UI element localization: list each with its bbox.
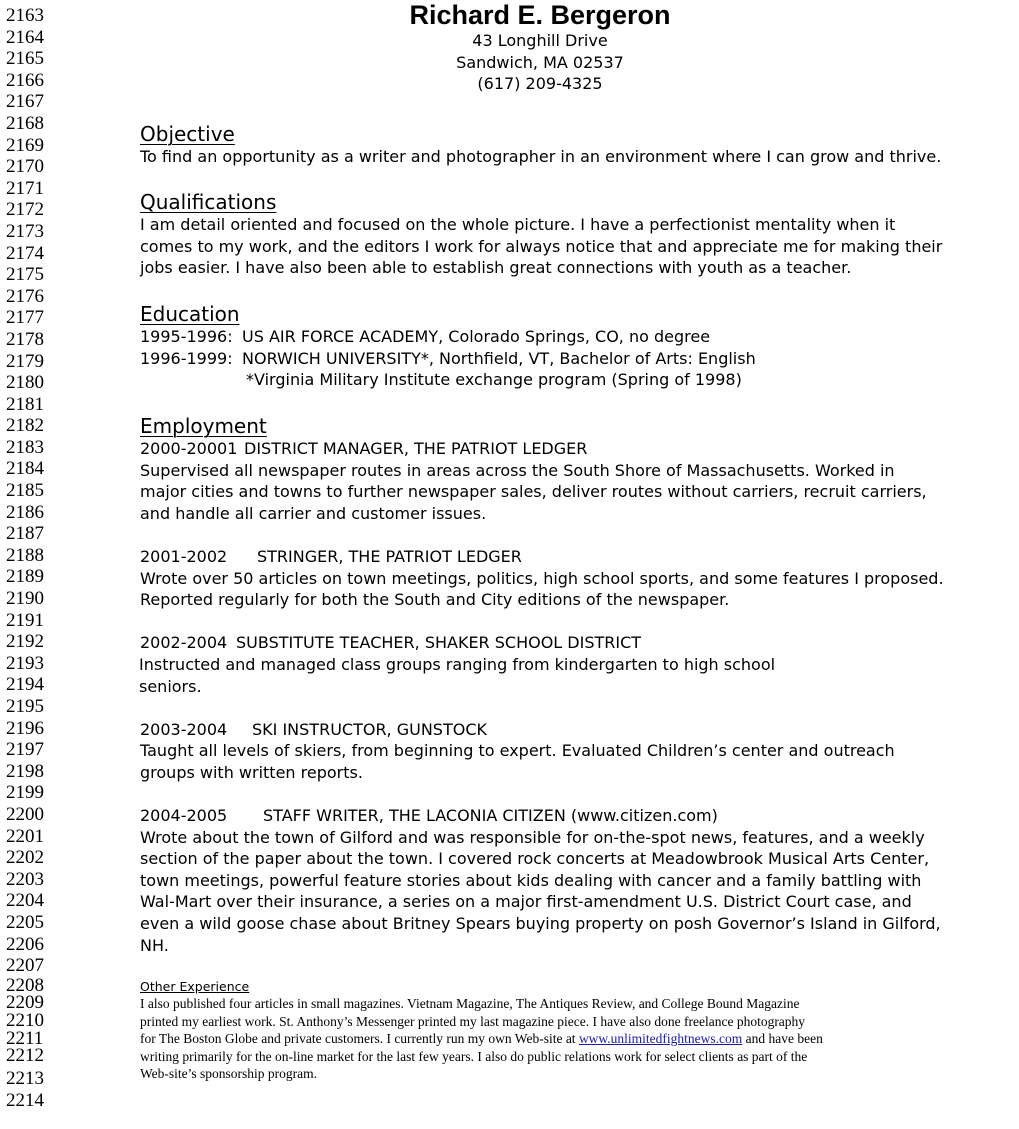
education-dates: 1996-1999: [140,348,233,368]
line-number: 2167 [6,91,44,113]
other-experience-line: I also published four articles in small magazines. Vietnam Magazine, The Antiques Review, and College Bound Magazine [140,996,800,1012]
line-number: 2165 [6,48,44,70]
line-number: 2201 [6,825,44,847]
education-entry [140,348,940,370]
job-description: major cities and towns to further newspaper sales, deliver routes without carriers, recruit carriers, [140,482,927,502]
education-school: US AIR FORCE ACADEMY, Colorado Springs, CO, no degree [242,327,711,346]
education-dates: 1995-1996: [140,327,233,346]
objective-text: To find an opportunity as a writer and photographer in an environment where I can grow and thrive. [140,147,942,166]
job-entry [140,719,940,784]
line-number: 2200 [6,803,44,825]
job-dates: 2002-2004 [140,633,228,653]
qualifications-line: I am detail oriented and focused on the whole picture. I have a perfectionist mentality when it [140,215,896,234]
job-title-line [140,546,940,568]
job-title: STAFF WRITER, THE LACONIA CITIZEN (www.citizen.com) [263,806,718,826]
education-section [140,303,940,391]
job-title-line [140,438,940,460]
line-number: 2205 [6,911,44,933]
street-address: 43 Longhill Drive [472,31,608,50]
other-experience-line: writing primarily for the on-line market for the last few years. I also do public relations work for select clients as part of the [140,1048,808,1064]
job-entry [140,438,940,524]
line-number: 2173 [6,220,44,242]
job-title: DISTRICT MANAGER, THE PATRIOT LEDGER [244,439,588,458]
qualifications-line: comes to my work, and the editors I work for always notice that and appreciate me for making their [140,236,943,256]
job-title: SUBSTITUTE TEACHER, SHAKER SCHOOL DISTRICT [236,633,642,653]
line-number: 2214 [6,1089,44,1111]
other-experience-text: for The Boston Globe and private customers. I currently run my own Web-site at [140,1031,579,1047]
line-number: 2169 [6,134,44,156]
job-description: Wrote over 50 articles on town meetings, politics, high school sports, and some features I proposed. [140,568,944,588]
other-experience-heading: Other Experience [140,979,250,994]
job-title-line [140,719,940,741]
job-description: Wal-Mart over their insurance, a series on a major first-amendment U.S. District Court case, and [140,892,912,912]
line-number: 2175 [6,264,44,286]
phone-number: (617) 209-4325 [477,74,603,94]
line-number: 2203 [6,868,44,890]
job-title: STRINGER, THE PATRIOT LEDGER [257,546,522,566]
other-experience-text: and have been [742,1031,823,1047]
job-description: and handle all carrier and customer issues. [140,503,487,523]
line-number: 2192 [6,631,44,653]
other-experience-line [140,1030,940,1047]
qualifications-heading: Qualifications [140,190,277,214]
line-number-gutter [6,5,44,1111]
employment-heading: Employment [140,414,267,438]
line-number: 2180 [6,372,44,394]
line-number: 2196 [6,717,44,739]
other-experience-section [140,978,940,1082]
line-number: 2202 [6,847,44,869]
line-number: 2197 [6,739,44,761]
line-number: 2190 [6,588,44,610]
line-number: 2213 [6,1068,44,1090]
line-number: 2168 [6,112,44,134]
job-entry [140,546,944,611]
line-number: 2171 [6,177,44,199]
line-number: 2176 [6,285,44,307]
line-number: 2209 [6,992,44,1014]
line-number: 2166 [6,69,44,91]
line-number: 2187 [6,523,44,545]
line-number: 2183 [6,436,44,458]
line-number: 2210 [6,1010,44,1032]
job-title-line [140,632,940,654]
line-number: 2174 [6,242,44,264]
line-number: 2194 [6,674,44,696]
job-dates: 2004-2005 [140,806,228,826]
line-number: 2188 [6,544,44,566]
job-description: Instructed and managed class groups ranging from kindergarten to high school [139,654,776,674]
applicant-name: Richard E. Bergeron [409,0,671,30]
job-description: seniors. [139,676,202,696]
line-number: 2198 [6,760,44,782]
job-dates: 2001-2002 [140,546,228,566]
line-number: 2206 [6,933,44,955]
education-entry [140,326,940,348]
job-description: Wrote about the town of Gilford and was responsible for on-the-spot news, features, and a weekly [140,827,925,847]
qualifications-section [140,190,943,279]
line-number: 2172 [6,199,44,221]
line-number: 2189 [6,566,44,588]
job-title: SKI INSTRUCTOR, GUNSTOCK [252,719,487,739]
line-number: 2199 [6,782,44,804]
education-school: NORWICH UNIVERSITY*, Northfield, VT, Bachelor of Arts: English [242,348,756,368]
line-number: 2181 [6,393,44,415]
line-number: 2191 [6,609,44,631]
job-title-line [140,805,940,827]
job-description: even a wild goose chase about Britney Spears buying property on posh Governor’s Island in Gilford, [140,914,941,934]
job-entry [140,805,940,956]
line-number: 2195 [6,696,44,717]
line-number: 2179 [6,350,44,372]
line-number: 2211 [6,1027,44,1049]
job-dates: 2003-2004 [140,719,228,739]
other-experience-line: printed my earliest work. St. Anthony’s Messenger printed my last magazine piece. I have also done freelance photography [140,1013,806,1029]
other-experience-line: Web-site’s sponsorship program. [140,1065,318,1081]
line-number: 2164 [6,26,44,48]
job-dates: 2000-20001 [140,439,238,458]
employment-section [139,414,944,956]
job-description: groups with written reports. [140,762,363,782]
line-number: 2177 [6,307,44,329]
education-note: *Virginia Military Institute exchange program (Spring of 1998) [246,370,742,390]
line-number: 2186 [6,501,44,523]
line-number: 2212 [6,1045,44,1067]
line-number: 2208 [6,974,44,996]
education-heading: Education [140,302,240,326]
resume-header [140,0,940,95]
line-number: 2163 [6,5,44,26]
job-description: Taught all levels of skiers, from beginning to expert. Evaluated Children’s center and outreach [140,741,895,761]
job-description: town meetings, powerful feature stories about kids dealing with cancer and a family battling with [140,870,922,890]
job-entry [140,632,940,697]
line-number: 2204 [6,890,44,912]
line-number: 2185 [6,480,44,502]
city-state-zip: Sandwich, MA 02537 [456,52,624,72]
objective-section [140,123,940,168]
website-link[interactable]: www.unlimitedfightnews.com [578,1031,743,1047]
job-description: Reported regularly for both the South and City editions of the newspaper. [140,590,730,610]
job-description: Supervised all newspaper routes in areas across the South Shore of Massachusetts. Worked in [140,460,895,480]
objective-heading: Objective [140,122,235,146]
line-number: 2182 [6,415,44,437]
line-number: 2170 [6,156,44,178]
line-number: 2193 [6,652,44,674]
line-number: 2184 [6,458,44,480]
qualifications-line: jobs easier. I have also been able to establish great connections with youth as a teacher. [140,258,852,278]
job-description: NH. [140,935,169,955]
job-description: section of the paper about the town. I covered rock concerts at Meadowbrook Musical Arts Center, [140,849,930,869]
line-number: 2178 [6,328,44,350]
line-number: 2207 [6,955,44,977]
